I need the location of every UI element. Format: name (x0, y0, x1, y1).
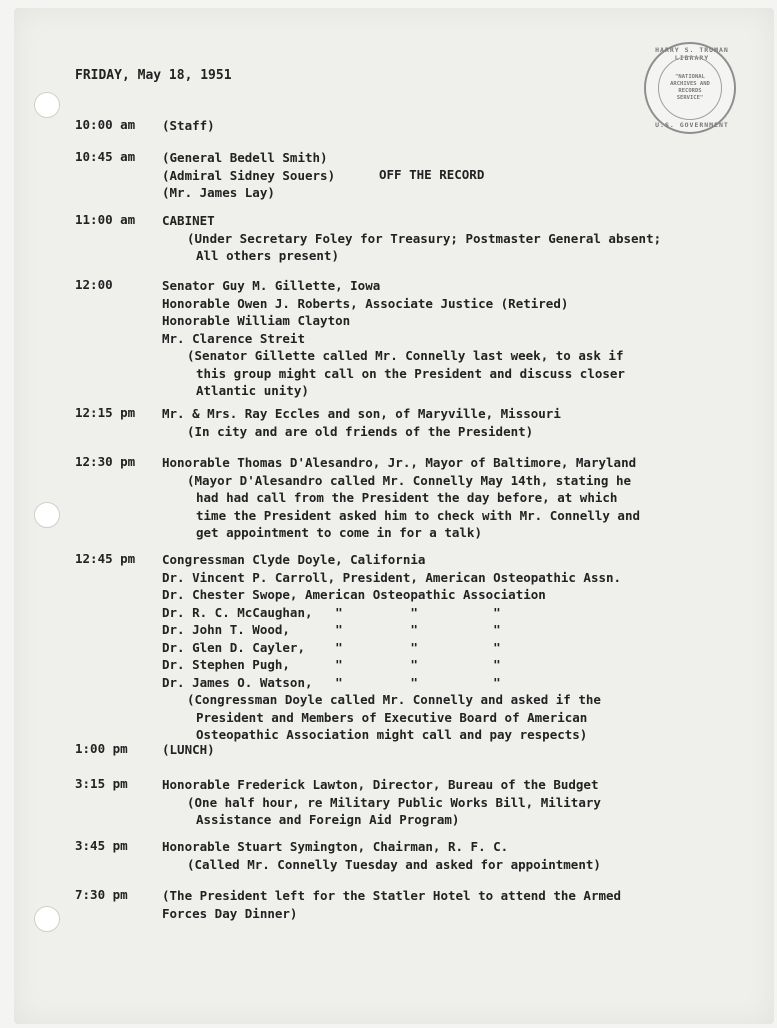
note-line: (In city and are old friends of the President) (187, 423, 534, 439)
entry-line: Honorable William Clayton (162, 313, 351, 328)
entry-line: Dr. Glen D. Cayler, " " " (162, 639, 501, 655)
note-line: All others present) (196, 248, 339, 263)
binder-hole (34, 502, 60, 528)
stamp-line: SERVICE" (676, 95, 704, 101)
entry-note (162, 230, 722, 265)
entry-line: Honorable Frederick Lawton, Director, Bureau of the Budget (162, 777, 599, 792)
stamp-center (658, 56, 722, 120)
entry-time: 12:00 (75, 277, 113, 292)
note-line: (Under Secretary Foley for Treasury; Postmaster General absent; (187, 230, 662, 246)
entry-line: (The President left for the Statler Hotel to attend the Armed (162, 888, 622, 903)
entry-time: 10:45 am (75, 149, 136, 164)
entry-line: (Mr. James Lay) (162, 185, 275, 200)
entry-time: 10:00 am (75, 117, 136, 132)
entry-time: 11:00 am (75, 212, 136, 227)
entry-line: Dr. Vincent P. Carroll, President, American Osteopathic Assn. (162, 569, 622, 585)
entry-line: Senator Guy M. Gillette, Iowa (162, 278, 381, 293)
note-line: President and Members of Executive Board of American (196, 709, 588, 725)
entry-body (162, 212, 722, 265)
entry-time: 3:15 pm (75, 776, 128, 791)
note-line: (Congressman Doyle called Mr. Connelly and asked if the (187, 692, 601, 707)
entry-note (162, 691, 722, 744)
note-line: time the President asked him to check with Mr. Connelly and (196, 507, 641, 523)
entry-line: CABINET (162, 213, 215, 228)
note-line: Osteopathic Association might call and pay respects) (196, 727, 588, 742)
entry-time: 1:00 pm (75, 741, 128, 756)
entry-line: (Admiral Sidney Souers) (162, 167, 336, 183)
entry-body (162, 454, 722, 542)
entry-line: (Staff) (162, 118, 215, 133)
entry-time: 12:45 pm (75, 551, 136, 566)
note-line: (Senator Gillette called Mr. Connelly last week, to ask if (187, 348, 624, 363)
entry-line: Honorable Stuart Symington, Chairman, R. F. C. (162, 839, 509, 854)
entry-note (162, 347, 722, 400)
entry-note (162, 472, 722, 542)
entry-line: Dr. Stephen Pugh, " " " (162, 657, 501, 672)
entry-body (162, 887, 722, 922)
note-line: (Called Mr. Connelly Tuesday and asked for appointment) (187, 856, 601, 872)
entry-body (162, 741, 722, 759)
entry-line: Dr. John T. Wood, " " " (162, 622, 501, 637)
note-line: this group might call on the President and discuss closer (196, 365, 625, 381)
entry-line: Mr. Clarence Streit (162, 330, 305, 346)
page-date-heading: FRIDAY, May 18, 1951 (75, 68, 232, 83)
entry-note (162, 856, 722, 874)
entry-note (162, 794, 722, 829)
entry-line: Congressman Clyde Doyle, California (162, 552, 426, 567)
stamp-line: RECORDS (678, 88, 702, 94)
stamp-line: "NATIONAL (675, 74, 705, 80)
entry-body (162, 776, 722, 829)
entry-line: (General Bedell Smith) (162, 150, 328, 165)
off-the-record-label: OFF THE RECORD (379, 166, 485, 182)
note-line: (Mayor D'Alesandro called Mr. Connelly May 14th, stating he (187, 472, 632, 488)
binder-hole (34, 92, 60, 118)
entry-time: 12:15 pm (75, 405, 136, 420)
entry-note (162, 423, 722, 441)
entry-line: Dr. James O. Watson, " " " (162, 674, 501, 690)
stamp-ring-top: HARRY S. TRUMAN LIBRARY (655, 46, 729, 62)
entry-body (162, 117, 722, 135)
entry-time: 7:30 pm (75, 887, 128, 902)
entry-line: Forces Day Dinner) (162, 905, 298, 921)
stamp-ring-bottom: U.S. GOVERNMENT (655, 121, 729, 129)
note-line: (One half hour, re Military Public Works Bill, Military (187, 794, 601, 810)
entry-line: Honorable Owen J. Roberts, Associate Justice (Retired) (162, 295, 569, 311)
entry-body (162, 405, 722, 440)
entry-line: (LUNCH) (162, 742, 215, 757)
entry-body (162, 551, 722, 744)
note-line: had had call from the President the day before, at which (196, 490, 618, 505)
entry-body (162, 277, 722, 400)
note-line: Atlantic unity) (196, 383, 309, 398)
note-line: get appointment to come in for a talk) (196, 525, 482, 540)
entry-line: Dr. R. C. McCaughan, " " " (162, 604, 501, 620)
entry-time: 12:30 pm (75, 454, 136, 469)
note-line: Assistance and Foreign Aid Program) (196, 812, 460, 827)
stamp-line: ARCHIVES AND (670, 81, 710, 87)
entry-body (162, 838, 722, 873)
entry-line: Mr. & Mrs. Ray Eccles and son, of Maryville, Missouri (162, 406, 561, 421)
entry-line: Dr. Chester Swope, American Osteopathic Association (162, 587, 546, 602)
binder-hole (34, 906, 60, 932)
entry-time: 3:45 pm (75, 838, 128, 853)
entry-body (162, 149, 722, 202)
entry-line: Honorable Thomas D'Alesandro, Jr., Mayor of Baltimore, Maryland (162, 455, 637, 470)
